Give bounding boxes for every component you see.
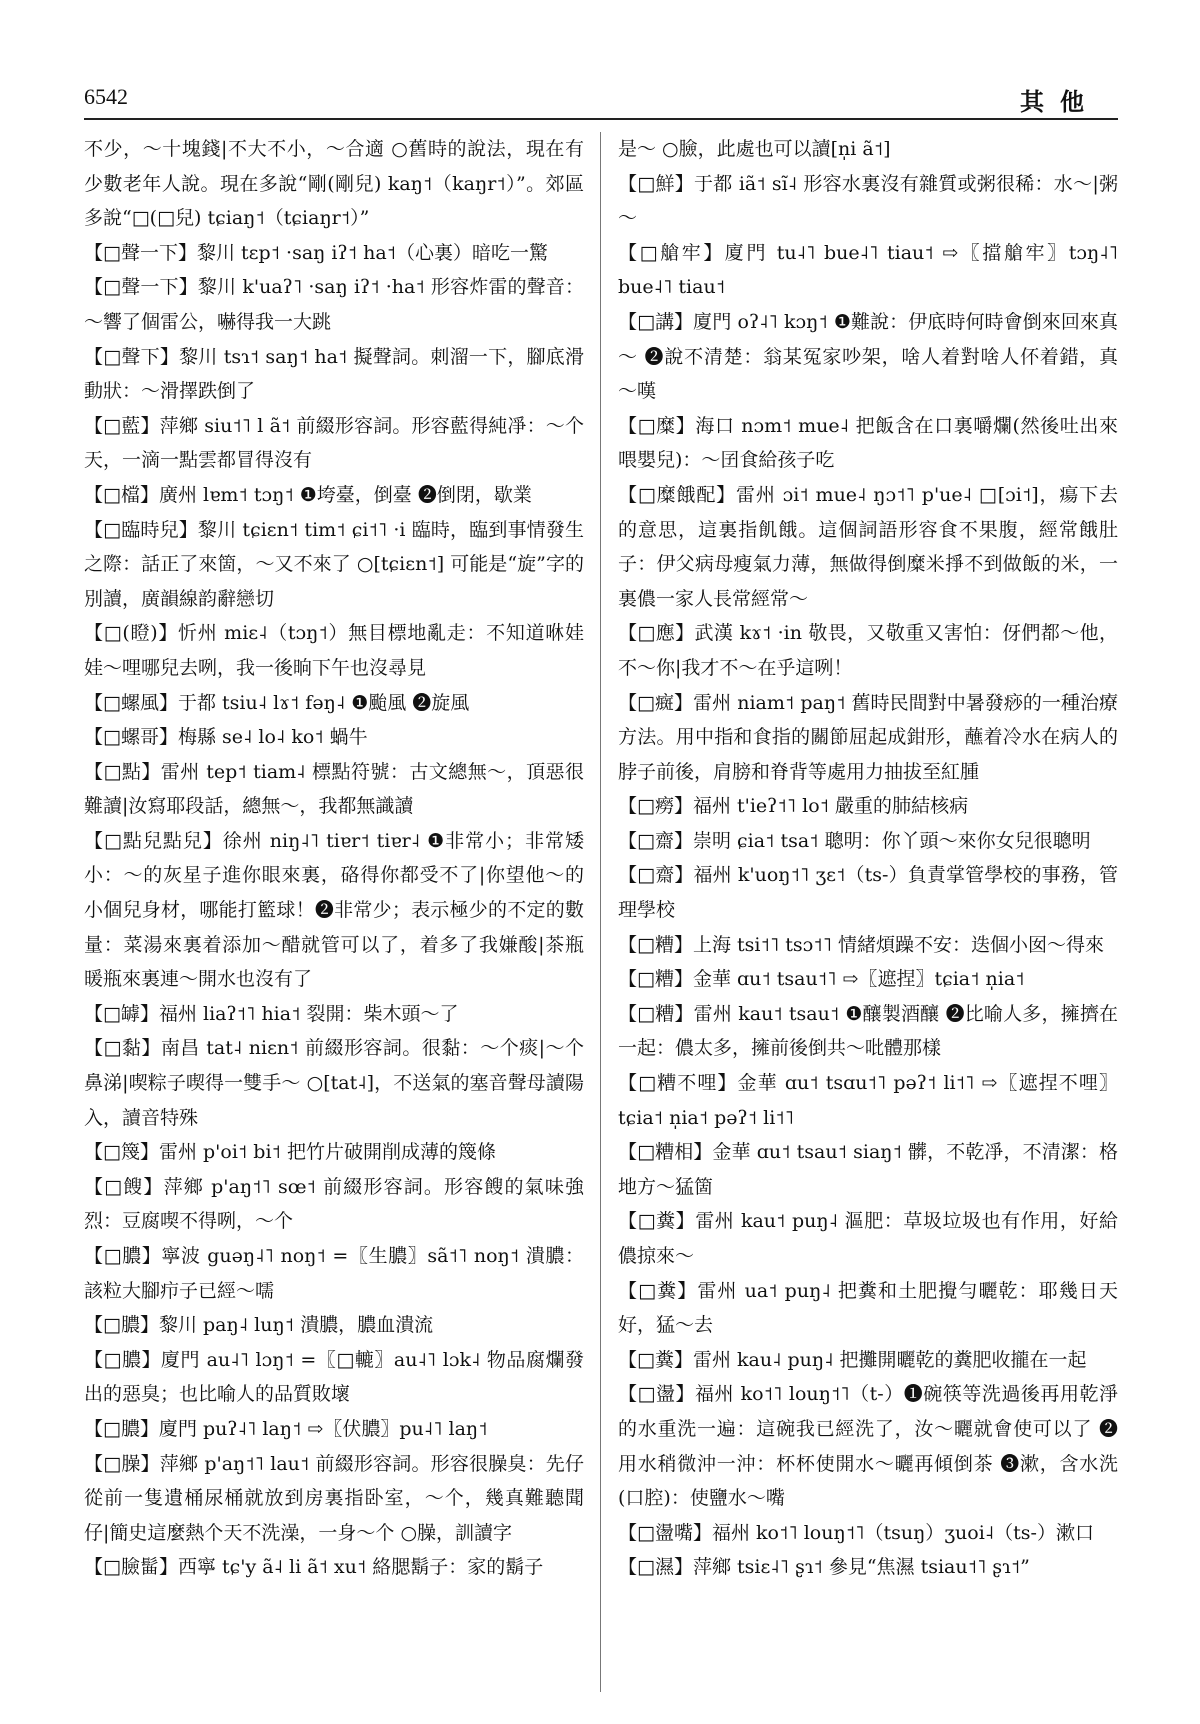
dictionary-entry: 【□藍】萍鄉 siu˦˥ l ã˦ 前綴形容詞。形容藍得純凈：～个天，一滴一點雲都冒得沒有 <box>84 414 584 472</box>
entry-continuation: 是～ ○臉，此處也可以讀[n̩i ã˦] <box>618 138 891 160</box>
dictionary-entry: 【□罅】福州 liaʔ˦˥ hia˦ 裂開：柴木頭～了 <box>84 1002 459 1025</box>
dictionary-entry: 【□應】武漢 kɤ˦ ·in 敬畏，又敬重又害怕：伢們都～他，不～你|我才不～在乎這咧！ <box>618 622 1118 679</box>
dictionary-entry: 【□盪】福州 ko˦˥ louŋ˦˥（t-）❶碗筷等洗過後再用乾淨的水重洗一遍：這碗我已經洗了，汝～曬就會使可以了 ❷用水稍微沖一沖：杯杯使開水～曬再傾倒茶 ❸漱，含水洗(口腔)：使鹽水～嘴 <box>618 1383 1118 1510</box>
dictionary-entry: 【□糟不哩】金華 ɑu˦ tsɑu˦˥ pəʔ˦ li˦˥ ⇨〖遮捏不哩〗tɕia˦ n̩ia˦ pəʔ˦ li˦˥ <box>618 1072 1118 1129</box>
dictionary-entry: 【□臊】萍鄉 p'aŋ˦˥ lau˦ 前綴形容詞。形容很臊臭：先仔從前一隻遺桶尿桶就放到房裏指卧室，～个，幾真難聽聞仔|簡史這麼熱个天不洗澡，一身～个 ○臊，訓讀字 <box>84 1452 584 1544</box>
dictionary-entry: 【□臨時兒】黎川 tɕiɛn˦ tim˦ ɕi˦˥ ·i 臨時，臨到事情發生之際：話正了來箇，～又不來了 ○[tɕiɛn˦] 可能是“旋”字的別讀，廣韻線韵辭戀切 <box>84 518 584 610</box>
page-number: 6542 <box>84 84 128 109</box>
dictionary-entry: 【□聲一下】黎川 k'uaʔ˥ ·saŋ iʔ˦ ·ha˦ 形容炸雷的聲音：～響了個雷公，嚇得我一大跳 <box>84 276 584 333</box>
dictionary-entry: 【□檔】廣州 lɐm˦ tɔŋ˦ ❶垮臺，倒臺 ❷倒閉，歇業 <box>84 483 532 506</box>
dictionary-entry: 【□螺風】于都 tsiu˨ lɤ˦ fəŋ˨ ❶颱風 ❷旋風 <box>84 691 470 714</box>
dictionary-entry: 【□餿】萍鄉 p'aŋ˦˥ sœ˦ 前綴形容詞。形容餿的氣味強烈：豆腐喫不得咧，～个 <box>84 1175 584 1233</box>
dictionary-entry: 【□糞】雷州 ua˦ puŋ˨ 把糞和土肥攪勻曬乾：耶幾日天好，猛～去 <box>618 1279 1118 1337</box>
dictionary-entry: 【□艙牢】廈門 tu˨˥ bue˨˥ tiau˦ ⇨〖擋艙牢〗tɔŋ˨˥ bue˨˥ tiau˦ <box>618 241 1118 299</box>
dictionary-entry: 【□聲一下】黎川 tɛp˦ ·saŋ iʔ˦ ha˦（心裏）暗吃一驚 <box>84 241 549 264</box>
dictionary-entry: 【□臉髷】西寧 tɕ'y ã˨ li ã˦ xu˦ 絡腮鬍子：家的鬍子 <box>84 1556 544 1579</box>
dictionary-entry: 【□糞】雷州 kau˨ puŋ˨ 把攤開曬乾的糞肥收攏在一起 <box>618 1348 1087 1371</box>
dictionary-entry: 【□癆】福州 t'ieʔ˦˥ lo˦ 嚴重的肺結核病 <box>618 795 969 818</box>
left-column <box>84 132 584 1692</box>
dictionary-entry: 【□膿】廈門 au˨˥ lɔŋ˦ =〖□轆〗au˨˥ lɔk˨ 物品腐爛發出的惡臭；也比喻人的品質敗壞 <box>84 1348 584 1406</box>
dictionary-entry: 【□糟】雷州 kau˦ tsau˦ ❶釀製酒釀 ❷比喻人多，擁擠在一起：儂太多，擁前後倒共～吡體那樣 <box>618 1002 1118 1060</box>
dictionary-entry: 【□癍】雷州 niam˦ paŋ˦ 舊時民間對中暑發痧的一種治療方法。用中指和食指的關節屈起成鉗形，蘸着冷水在病人的脖子前後，肩膀和脊背等處用力抽拔至紅腫 <box>618 691 1118 783</box>
body-columns <box>84 132 1118 1692</box>
column-divider <box>600 132 601 1692</box>
dictionary-entry: 【□糟】金華 ɑu˦ tsau˦˥ ⇨〖遮捏〗tɕia˦ n̩ia˦ <box>618 968 1025 991</box>
dictionary-entry: 【□點兒點兒】徐州 niŋ˨˥ tiɐr˦ tiɐr˨ ❶非常小；非常矮小：～的灰星子進你眼來裏，硌得你都受不了|你望他～的小個兒身材，哪能打籃球！❷非常少；表示極少的不定的數量：菜湯來裏着添加～醋就管可以了，着多了我嫌酸|茶瓶暖瓶來裏連～開水也沒有了 <box>84 829 584 991</box>
dictionary-entry: 【□(瞪)】忻州 miɛ˨（tɔŋ˦）無目標地亂走：不知道咻娃娃～哩哪兒去咧，我一後晌下午也沒尋見 <box>84 622 584 679</box>
dictionary-entry: 【□點】雷州 tep˦ tiam˨ 標點符號：古文總無～，頂惡很難讀|汝寫耶段話，總無～，我都無識讀 <box>84 760 584 818</box>
right-column <box>618 132 1118 1692</box>
page-header <box>84 84 1118 120</box>
dictionary-entry: 【□齋】崇明 ɕia˦ tsa˦ 聰明：你丫頭～來你女兒很聰明 <box>618 829 1091 852</box>
section-title: 其他 <box>1020 87 1100 116</box>
dictionary-entry: 【□聲下】黎川 tsɿ˦ saŋ˦ ha˦ 擬聲詞。刺溜一下，腳底滑動狀：～滑擇跌倒了 <box>84 345 584 403</box>
dictionary-entry: 【□黏】南昌 tat˨ niɛn˦ 前綴形容詞。很黏：～个痰|～个鼻涕|喫粽子喫得一雙手～ ○[tat˨]，不送氣的塞音聲母讀陽入，讀音特殊 <box>84 1037 584 1129</box>
dictionary-entry: 【□糜餓配】雷州 ɔi˦ mue˨ ŋɔ˦˥ p'ue˨ □[ɔi˦]，瘍下去的意思，這裏指飢餓。這個詞語形容食不果腹，經常餓肚子：伊父病母瘦氣力薄，無做得倒糜米掙不到做飯的米，一裏儂一家人長常經常～ <box>618 483 1118 610</box>
dictionary-entry: 【□糜】海口 nɔm˦ mue˨ 把飯含在口裏嚼爛(然後吐出來喂嬰兒)：～囝食給孩子吃 <box>618 414 1118 472</box>
dictionary-entry: 【□講】廈門 oʔ˨˥ kɔŋ˦ ❶難說：伊底時何時會倒來回來真～ ❷說不清楚：翁某冤家吵架，啥人着對啥人伓着錯，真～嘆 <box>618 310 1118 403</box>
dictionary-entry: 【□糟相】金華 ɑu˦ tsau˦ siaŋ˦ 髒，不乾凈，不清潔：格地方～猛箇 <box>618 1141 1118 1198</box>
dictionary-entry: 【□膿】黎川 paŋ˨ luŋ˦ 潰膿，膿血潰流 <box>84 1314 434 1337</box>
dictionary-entry: 【□膿】寧波 guəŋ˨˥ noŋ˦ =〖生膿〗sã˦˥ noŋ˦ 潰膿：該粒大腳疖子已經～嚅 <box>84 1245 584 1302</box>
dictionary-entry: 【□膿】廈門 puʔ˨˥ laŋ˦ ⇨〖伏膿〗pu˨˥ laŋ˦ <box>84 1417 488 1440</box>
dictionary-entry: 【□濕】萍鄉 tsiɛ˨˥ ʂɿ˦ 參見“焦濕 tsiau˦˥ ʂɿ˦” <box>618 1556 1030 1579</box>
dictionary-entry: 【□糟】上海 tsi˦˥ tsɔ˦˥ 情緒煩躁不安：迭個小囡～得來 <box>618 933 1105 956</box>
dictionary-entry: 【□篾】雷州 p'oi˦ bi˦ 把竹片破開削成薄的篾條 <box>84 1141 496 1164</box>
entry-continuation: 不少，～十塊錢|不大不小，～合適 ○舊時的說法，現在有少數老年人說。現在多說“剛(剛兒) kaŋ˦（kaŋr˦）”。郊區多說“□(□兒) tɕiaŋ˦（tɕiaŋr˦）” <box>84 138 584 230</box>
dictionary-entry: 【□螺哥】梅縣 se˨ lo˨ ko˦ 蝸牛 <box>84 726 368 749</box>
dictionary-entry: 【□鮮】于都 iã˦ sĩ˨ 形容水裏沒有雜質或粥很稀：水～|粥～ <box>618 172 1118 230</box>
dictionary-entry: 【□盪嘴】福州 ko˦˥ louŋ˦˥（tsuŋ）ʒuoi˨（ts-）漱口 <box>618 1521 1094 1544</box>
dictionary-entry: 【□齋】福州 k'uoŋ˦˥ ʒɛ˦（ts-）負責掌管學校的事務，管理學校 <box>618 864 1118 922</box>
dictionary-entry: 【□糞】雷州 kau˦ puŋ˨ 漚肥：草圾垃圾也有作用，好給儂掠來～ <box>618 1210 1118 1267</box>
